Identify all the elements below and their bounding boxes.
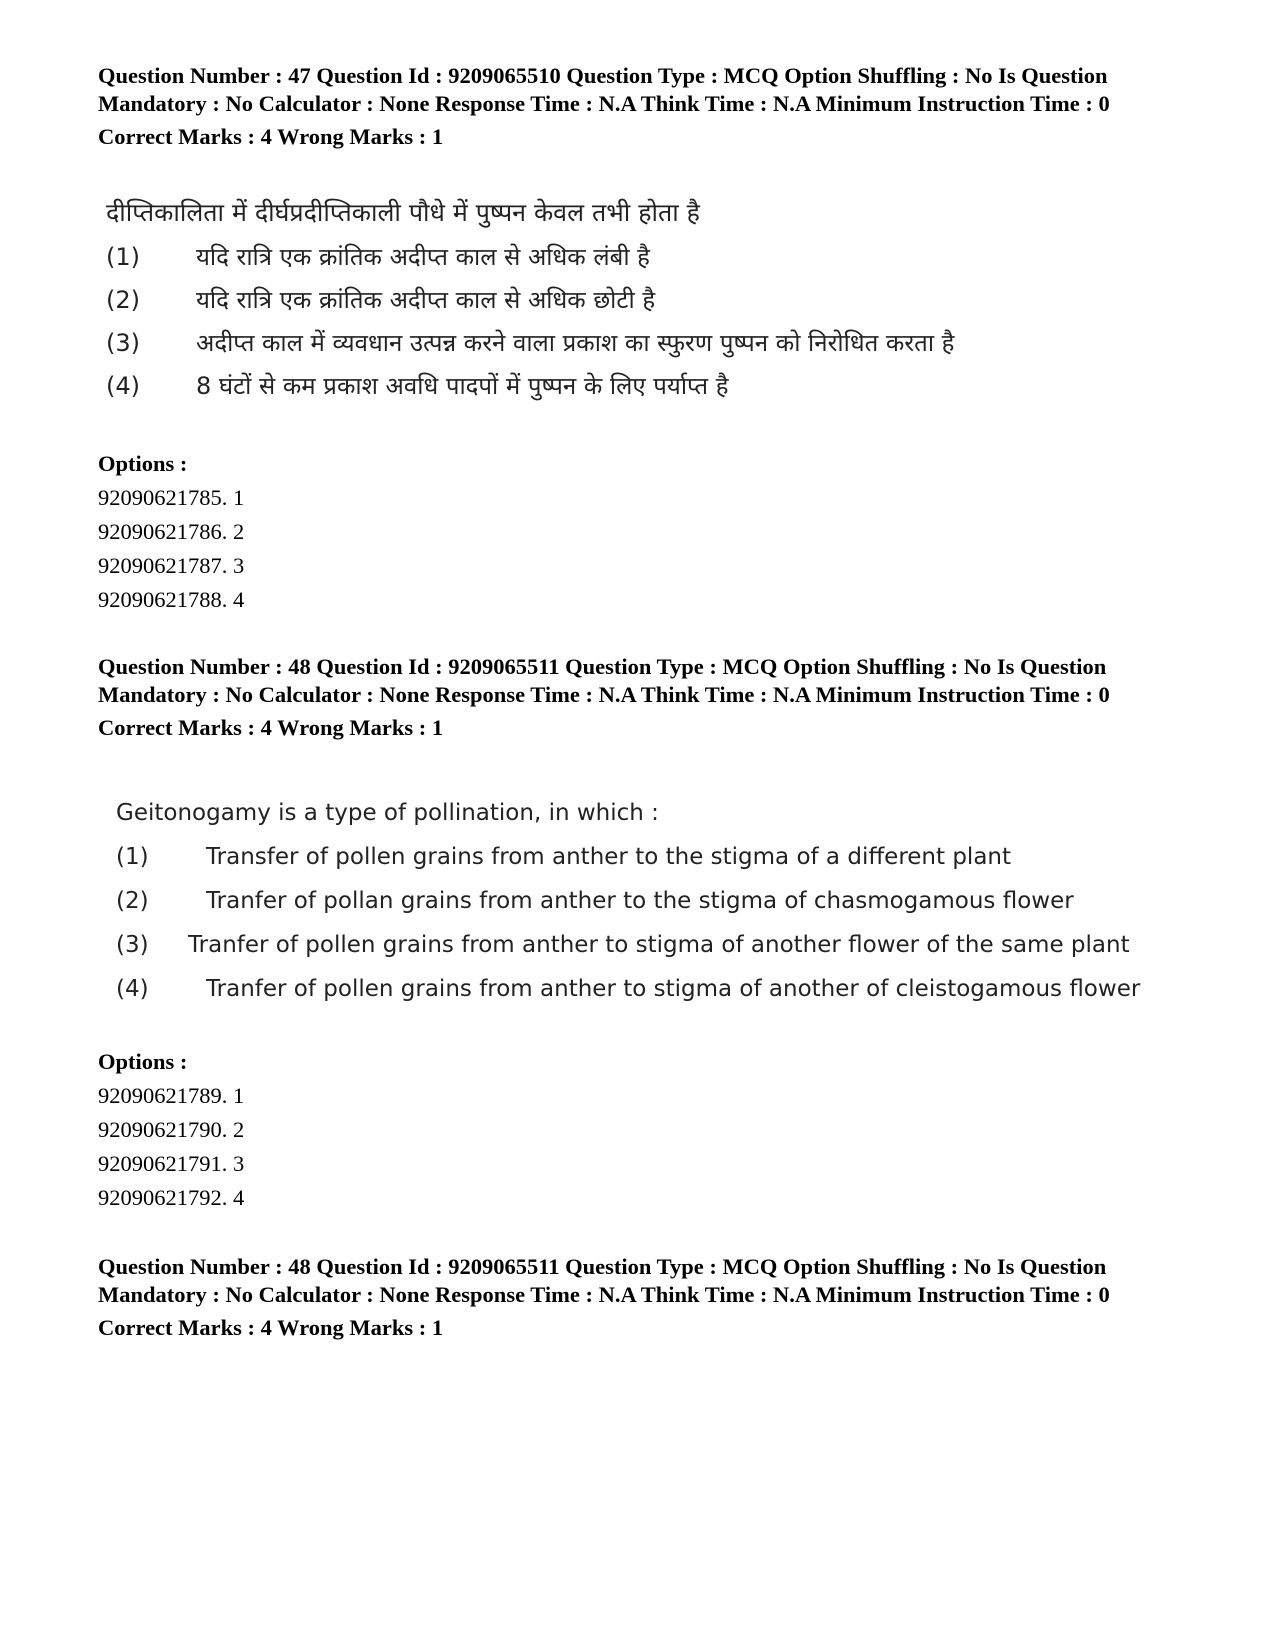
question-47-options [98, 447, 244, 617]
question-48b-header [98, 1253, 1178, 1342]
option-item: 92090621787. 3 [98, 553, 245, 578]
choice-text: अदीप्त काल में व्यवधान उत्पन्न करने वाला प्रकाश का स्फुरण पुष्पन को निरोधित करता है [196, 329, 955, 357]
choice-number: (2) [116, 888, 149, 914]
question-47-header [98, 62, 1178, 151]
choice-text: 8 घंटों से कम प्रकाश अवधि पादपों में पुष्पन के लिए पर्याप्त है [196, 372, 729, 400]
choice-row [98, 840, 1138, 874]
choice-row [98, 884, 1138, 918]
choice-text: Tranfer of pollan grains from anther to the stigma of chasmogamous flower [206, 888, 1074, 914]
choice-number: (1) [116, 844, 149, 870]
choice-text: Transfer of pollen grains from anther to the stigma of a different plant [206, 844, 1012, 870]
choice-text: यदि रात्रि एक क्रांतिक अदीप्त काल से अधिक छोटी है [196, 286, 656, 314]
question-48-options [98, 1045, 244, 1215]
question-stem: दीप्तिकालिता में दीर्घप्रदीप्तिकाली पौधे में पुष्पन केवल तभी होता है [106, 198, 700, 227]
question-marks: Correct Marks : 4 Wrong Marks : 1 [98, 124, 444, 149]
option-item: 92090621785. 1 [98, 485, 245, 510]
choice-row [98, 928, 1138, 962]
choice-row [98, 283, 1138, 317]
choice-text: Tranfer of pollen grains from anther to stigma of another of cleistogamous flower [206, 976, 1141, 1002]
choice-row [98, 326, 1138, 360]
option-item: 92090621790. 2 [98, 1117, 245, 1142]
option-item: 92090621786. 2 [98, 519, 245, 544]
options-label: Options : [98, 451, 188, 476]
choice-number: (3) [106, 329, 140, 357]
option-item: 92090621789. 1 [98, 1083, 245, 1108]
choice-row [98, 369, 1138, 403]
option-item: 92090621791. 3 [98, 1151, 245, 1176]
option-item: 92090621792. 4 [98, 1185, 245, 1210]
question-meta: Question Number : 48 Question Id : 9209065511 Question Type : MCQ Option Shuffling : No Is Question Mandatory : No Calculator : None Response Time : N.A Think Time : N.A Minimum Instruction Time : 0 [98, 654, 1110, 707]
choice-number: (2) [106, 286, 140, 314]
options-label: Options : [98, 1049, 188, 1074]
question-48-body [98, 796, 1141, 1016]
question-marks: Correct Marks : 4 Wrong Marks : 1 [98, 715, 444, 740]
choice-number: (4) [116, 976, 149, 1002]
choice-text: यदि रात्रि एक क्रांतिक अदीप्त काल से अधिक लंबी है [196, 243, 650, 271]
question-meta: Question Number : 48 Question Id : 9209065511 Question Type : MCQ Option Shuffling : No Is Question Mandatory : No Calculator : None Response Time : N.A Think Time : N.A Minimum Instruction Time : 0 [98, 1254, 1110, 1307]
question-meta: Question Number : 47 Question Id : 9209065510 Question Type : MCQ Option Shuffling : No Is Question Mandatory : No Calculator : None Response Time : N.A Think Time : N.A Minimum Instruction Time : 0 [98, 63, 1110, 116]
choice-text: Tranfer of pollen grains from anther to stigma of another flower of the same plant [188, 932, 1130, 958]
question-47-body [98, 196, 1138, 412]
question-marks: Correct Marks : 4 Wrong Marks : 1 [98, 1315, 444, 1340]
choice-row [98, 972, 1141, 1006]
choice-number: (1) [106, 243, 140, 271]
choice-row [98, 240, 1138, 274]
choice-number: (4) [106, 372, 140, 400]
choice-number: (3) [116, 932, 149, 958]
question-48-header [98, 653, 1178, 742]
option-item: 92090621788. 4 [98, 587, 245, 612]
question-stem: Geitonogamy is a type of pollination, in which : [116, 800, 659, 826]
